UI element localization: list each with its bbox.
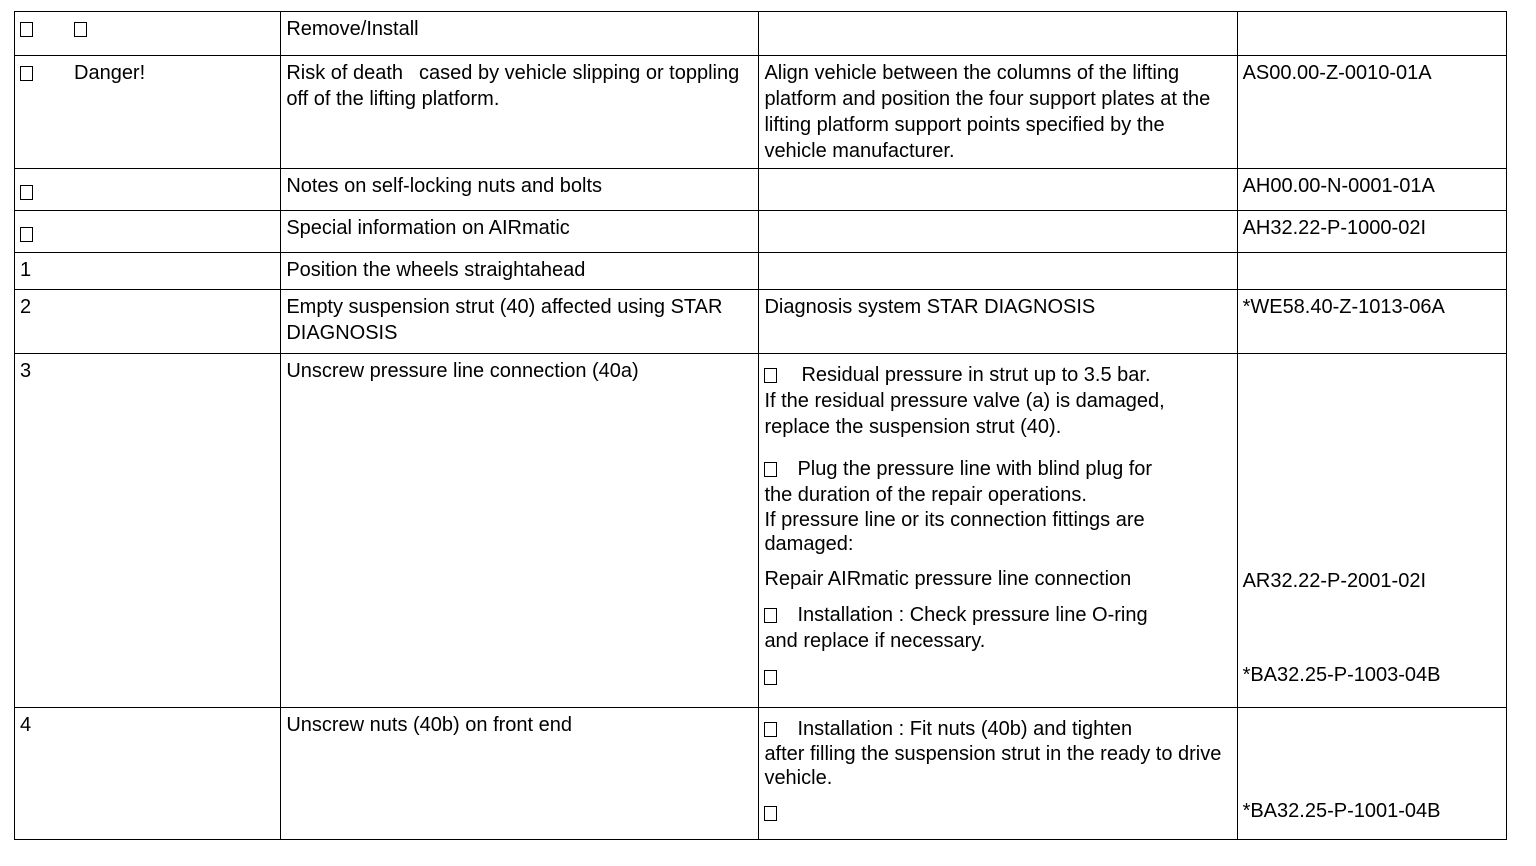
step-text: Unscrew nuts (40b) on front end (281, 708, 759, 840)
note-icon-cell (15, 169, 281, 211)
table-row (15, 169, 1507, 211)
procedure-table (14, 11, 1507, 840)
header-title: Remove/Install (281, 12, 759, 56)
info-icon (764, 608, 777, 623)
wrench-icon (764, 670, 777, 685)
repair-ref: AR32.22-P-2001-02I (1242, 570, 1427, 592)
danger-ref: AS00.00-Z-0010-01A (1237, 56, 1506, 169)
torque-ref: *BA32.25-P-1001-04B (1242, 800, 1441, 822)
wrench-icon (764, 806, 777, 821)
step-number: 2 (15, 290, 281, 354)
install-replace: and replace if necessary. (764, 630, 986, 652)
row-empty-cell (759, 253, 1237, 290)
row-empty-cell (1237, 253, 1506, 290)
checkbox-icon (20, 22, 33, 37)
info-icon (20, 227, 33, 242)
table-row-step-2 (15, 290, 1507, 354)
info-icon (764, 722, 777, 737)
install-check-oring: Installation : Check pressure line O-ring (797, 604, 1148, 626)
note-icon-cell (15, 211, 281, 253)
note-plug-duration: the duration of the repair operations. (764, 484, 1087, 506)
row-text: Notes on self-locking nuts and bolts (281, 169, 759, 211)
table-row (15, 211, 1507, 253)
row-ref: AH32.22-P-1000-02I (1237, 211, 1506, 253)
header-empty-cell (1237, 12, 1506, 56)
note-residual-pressure: Residual pressure in strut up to 3.5 bar. (801, 364, 1151, 386)
table-row-danger (15, 56, 1507, 169)
danger-text-a: Risk of death (286, 62, 404, 84)
table-row-step-3 (15, 354, 1507, 708)
step-refs-cell (1237, 708, 1506, 840)
step-text: Position the wheels straightahead (281, 253, 759, 290)
step-instructions-cell (759, 708, 1237, 840)
table-row-step-1 (15, 253, 1507, 290)
install-fit-nuts: Installation : Fit nuts (40b) and tighten (797, 718, 1133, 740)
note-residual-valve: If the residual pressure valve (a) is damaged, replace the suspension strut (40). (764, 390, 1165, 438)
danger-label-cell (15, 56, 281, 169)
danger-text-b: cased by vehicle slipping or toppling off of the lifting platform. (286, 62, 740, 110)
info-icon (764, 462, 777, 477)
note-plug-line: Plug the pressure line with blind plug for (797, 458, 1153, 480)
header-icon-cell (15, 12, 281, 56)
checkbox-icon (74, 22, 87, 37)
repair-link-text: Repair AIRmatic pressure line connection (764, 568, 1132, 590)
row-empty-cell (759, 169, 1237, 211)
row-empty-cell (759, 211, 1237, 253)
table-row-step-4 (15, 708, 1507, 840)
table-row-header (15, 12, 1507, 56)
danger-instruction: Align vehicle between the columns of the lifting platform and position the four support plates at the lifting platform support points specified by the vehicle manufacturer. (759, 56, 1237, 169)
note-damaged-fittings: If pressure line or its connection fittings are damaged: (764, 509, 1145, 555)
warning-icon (20, 66, 33, 81)
install-after-filling: after filling the suspension strut in the ready to drive vehicle. (764, 743, 1222, 789)
row-text: Special information on AIRmatic (281, 211, 759, 253)
header-empty-cell (759, 12, 1237, 56)
torque-ref: *BA32.25-P-1003-04B (1242, 664, 1441, 686)
row-ref: AH00.00-N-0001-01A (1237, 169, 1506, 211)
info-icon (20, 185, 33, 200)
step-number: 1 (15, 253, 281, 290)
step-ref: *WE58.40-Z-1013-06A (1237, 290, 1506, 354)
step-refs-cell (1237, 354, 1506, 708)
danger-text-cell (281, 56, 759, 169)
step-number: 3 (15, 354, 281, 708)
step-number: 4 (15, 708, 281, 840)
step-instruction: Diagnosis system STAR DIAGNOSIS (759, 290, 1237, 354)
step-text: Empty suspension strut (40) affected using STAR DIAGNOSIS (281, 290, 759, 354)
danger-label: Danger! (74, 62, 146, 84)
step-text: Unscrew pressure line connection (40a) (281, 354, 759, 708)
step-instructions-cell (759, 354, 1237, 708)
caution-icon (764, 368, 777, 383)
